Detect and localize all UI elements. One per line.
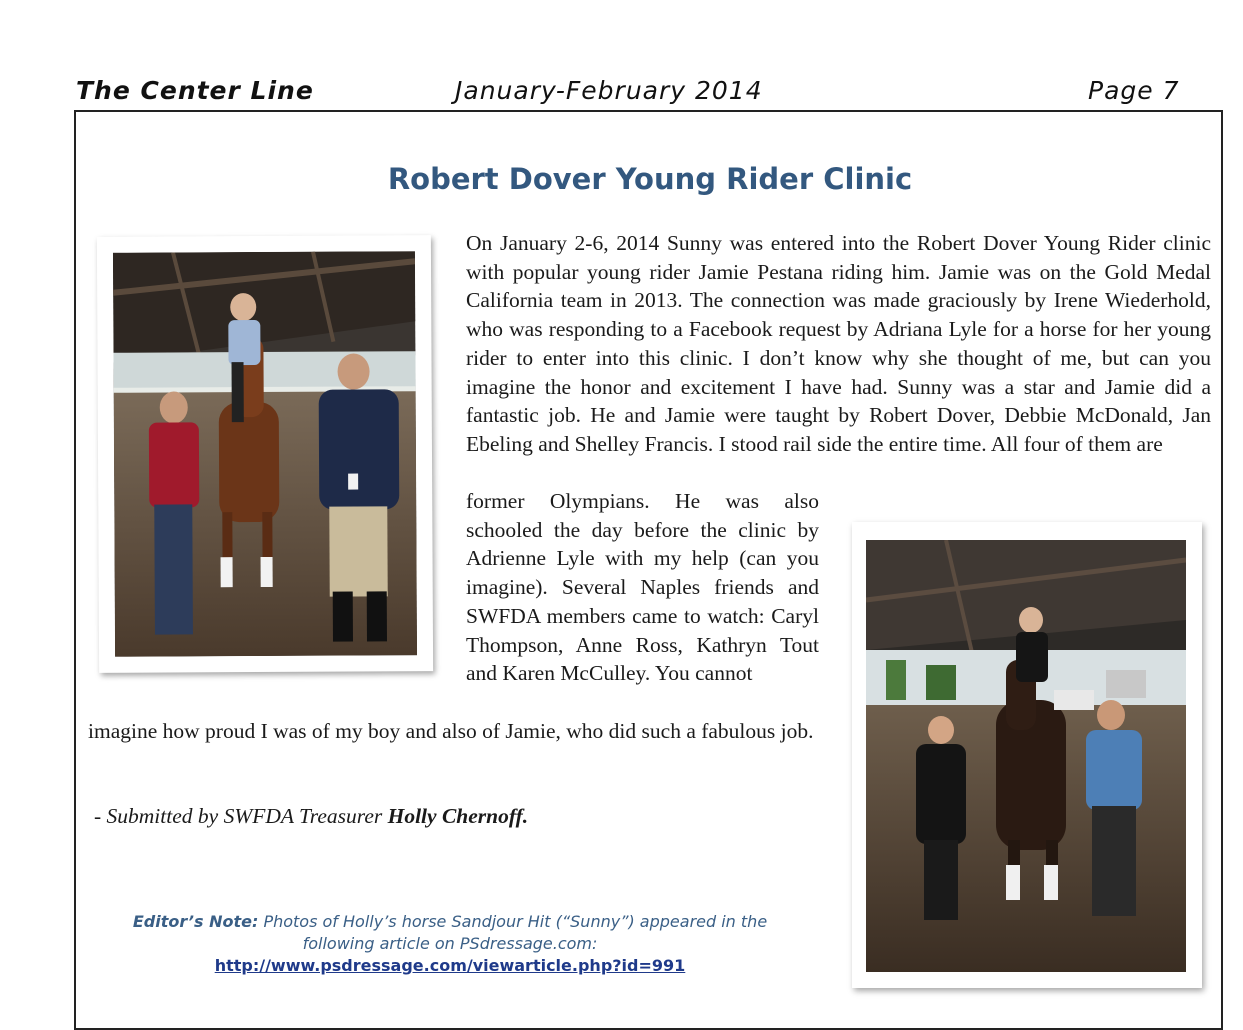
clinic-photo-image [113, 251, 417, 657]
article-title: Robert Dover Young Rider Clinic [387, 162, 913, 196]
article-paragraph-middle: former Olympians. He was also schooled the day before the clinic by Adrienne Lyle with my help (can you imagine). Several Naples friends and SWFDA members came to watch: Caryl Thompson, Anne Ross, Kathryn Tout and Karen McCulley. You cannot [466, 489, 819, 686]
article-paragraph-top: On January 2-6, 2014 Sunny was entered into the Robert Dover Young Rider clinic with popular young rider Jamie Pestana riding him. Jamie was on the Gold Medal California team in 2013. The connection was made graciously by Irene Wiederhold, who was responding to a Facebook request by Adriana Lyle for a horse for her young rider to enter into this clinic. I don’t know why she thought of me, but can you imagine the honor and excitement I have had. Sunny was a star and Jamie did a fantastic job. He and Jamie were taught by Robert Dover, Debbie McDonald, Jan Ebeling and Shelley Francis. I stood rail side the entire time. All four of them are [466, 231, 1211, 456]
clinic-photo-group [97, 235, 433, 673]
signature-prefix: - Submitted by SWFDA Treasurer [94, 804, 388, 828]
issue-date: January-February 2014 [455, 76, 763, 105]
article-link[interactable]: http://www.psdressage.com/viewarticle.php?id=991 [214, 956, 686, 975]
signature-name: Holly Chernoff. [387, 804, 529, 828]
editors-note [100, 911, 800, 977]
article-paragraph-bottom: imagine how proud I was of my boy and also of Jamie, who did such a fabulous job. [88, 719, 814, 743]
signature [94, 804, 528, 829]
editors-note-label: Editor’s Note: [132, 912, 259, 931]
rider-photo [852, 522, 1202, 988]
rider-photo-image [866, 540, 1186, 972]
page-number: Page 7 [1088, 76, 1180, 105]
editors-note-text: Photos of Holly’s horse Sandjour Hit (“Sunny”) appeared in the following article on PSdressage.com: [258, 912, 768, 953]
publication-name: The Center Line [76, 76, 314, 105]
